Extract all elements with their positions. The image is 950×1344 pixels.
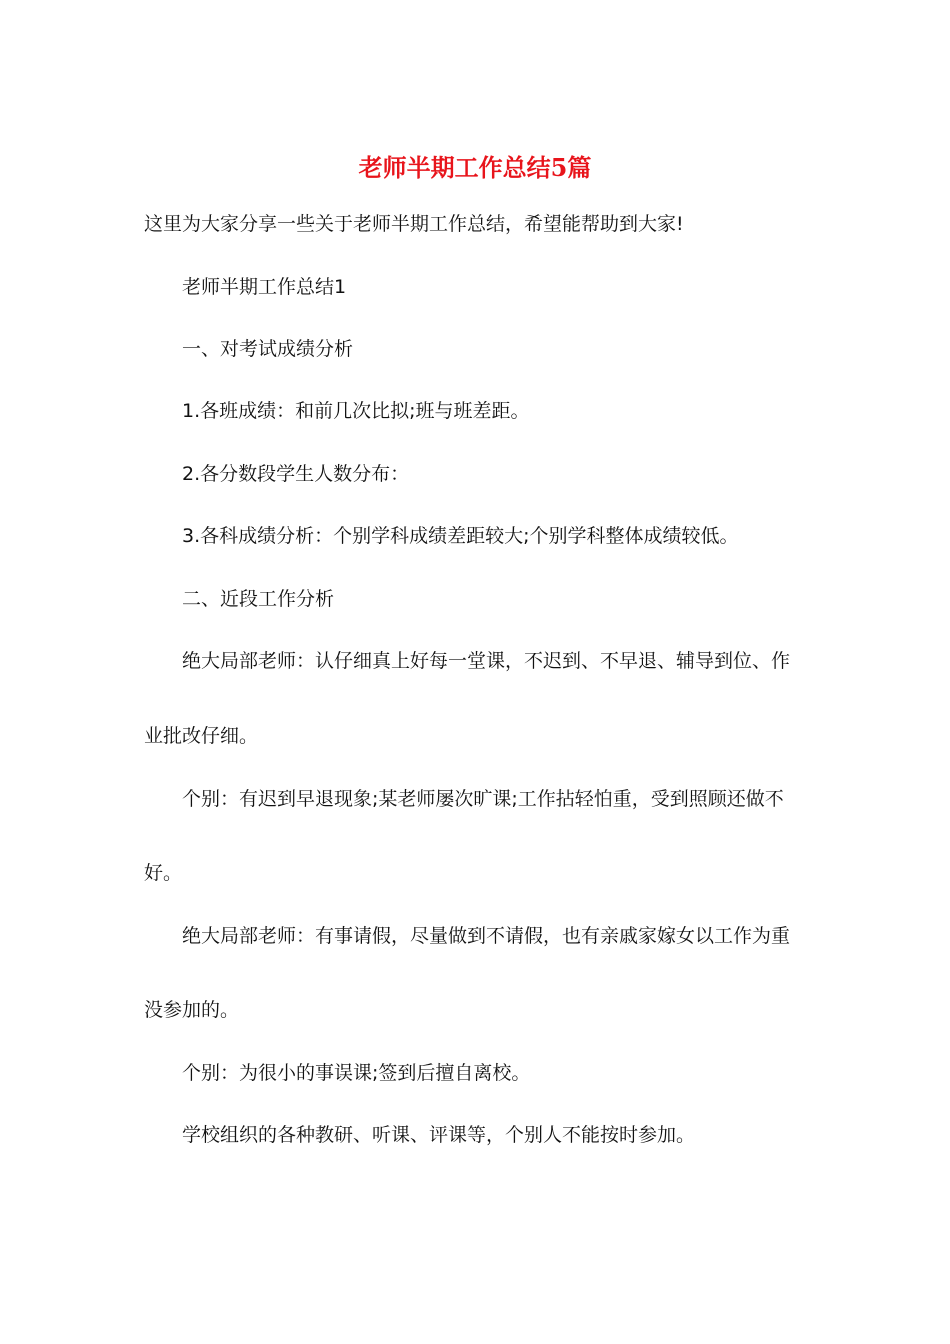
intro-paragraph: 这里为大家分享一些关于老师半期工作总结，希望能帮助到大家! <box>144 213 684 235</box>
list-item-class-scores: 1.各班成绩：和前几次比拟;班与班差距。 <box>182 400 530 422</box>
paragraph-leave-requests-line2: 没参加的。 <box>144 999 240 1021</box>
list-item-subject-analysis: 3.各科成绩分析：个别学科成绩差距较大;个别学科整体成绩较低。 <box>182 525 739 547</box>
paragraph-individual-issues-line2: 好。 <box>144 862 183 884</box>
section-heading: 老师半期工作总结1 <box>182 276 347 298</box>
paragraph-school-activities: 学校组织的各种教研、听课、评课等，个别人不能按时参加。 <box>182 1124 696 1146</box>
paragraph-individual-issues-line1: 个别：有迟到早退现象;某老师屡次旷课;工作拈轻怕重，受到照顾还做不 <box>182 788 784 810</box>
heading-exam-analysis: 一、对考试成绩分析 <box>182 338 354 360</box>
paragraph-missed-classes: 个别：为很小的事误课;签到后擅自离校。 <box>182 1062 531 1084</box>
heading-recent-work: 二、近段工作分析 <box>182 588 335 610</box>
paragraph-leave-requests-line1: 绝大局部老师：有事请假，尽量做到不请假，也有亲戚家嫁女以工作为重 <box>182 925 791 947</box>
document-title: 老师半期工作总结5篇 <box>358 153 592 182</box>
paragraph-teachers-diligent-line1: 绝大局部老师：认仔细真上好每一堂课，不迟到、不早退、辅导到位、作 <box>182 650 791 672</box>
list-item-score-distribution: 2.各分数段学生人数分布： <box>182 463 410 485</box>
paragraph-teachers-diligent-line2: 业批改仔细。 <box>144 725 259 747</box>
